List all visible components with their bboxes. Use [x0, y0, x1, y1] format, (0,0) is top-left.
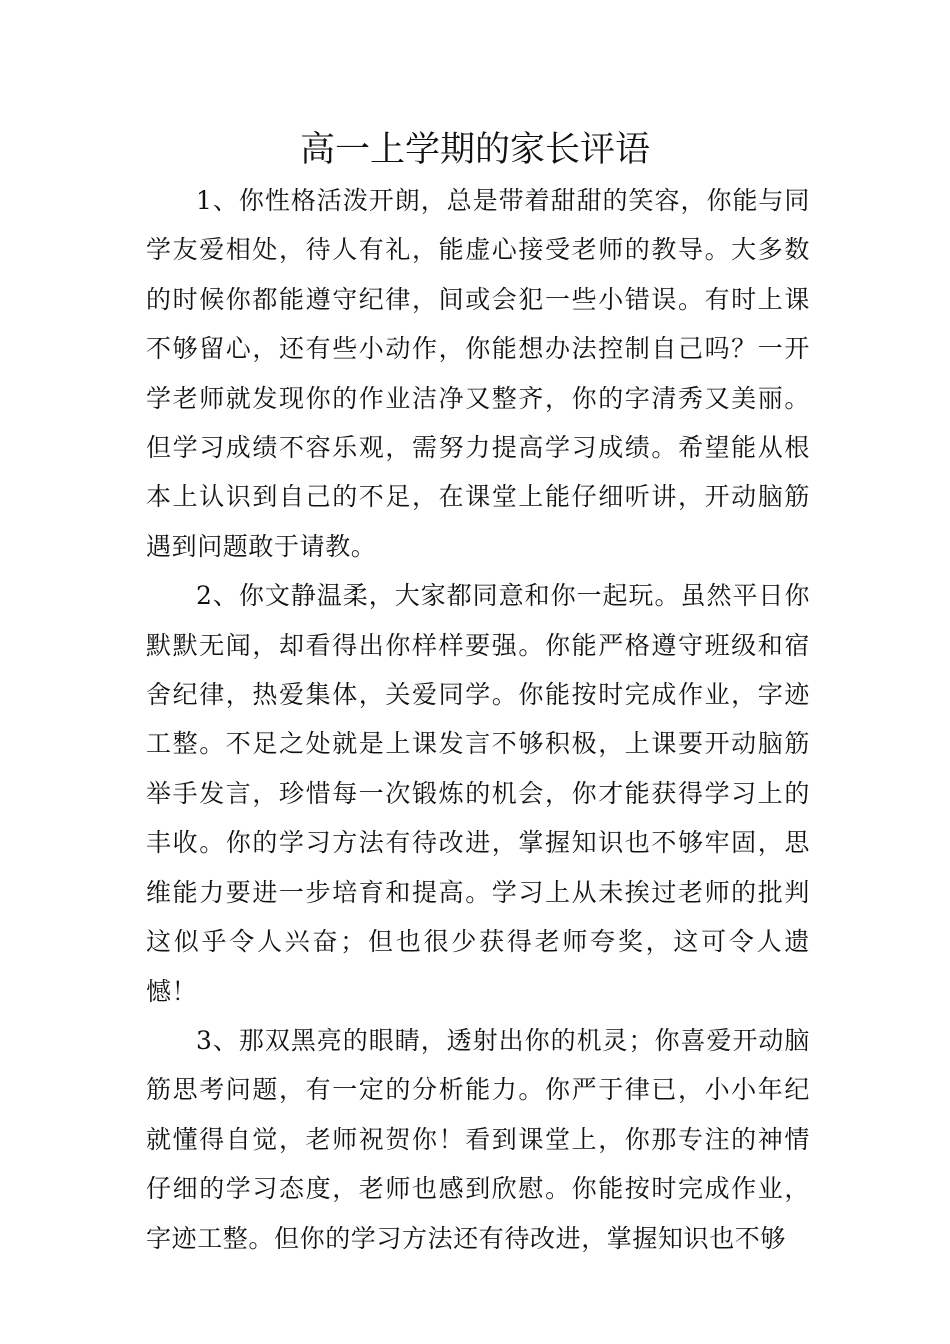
- document-body: [146, 176, 810, 1263]
- comment-paragraph-3: 3、那双黑亮的眼睛，透射出你的机灵；你喜爱开动脑筋思考问题，有一定的分析能力。你严于律已，小小年纪就懂得自觉，老师祝贺你！看到课堂上，你那专注的神情仔细的学习态度，老师也感到欣慰。你能按时完成作业，字迹工整。但你的学习方法还有待改进，掌握知识也不够: [146, 1025, 810, 1253]
- document-title: 高一上学期的家长评语: [299, 130, 650, 170]
- comment-paragraph-1: 1、你性格活泼开朗，总是带着甜甜的笑容，你能与同学友爱相处，待人有礼，能虚心接受老师的教导。大多数的时候你都能遵守纪律，间或会犯一些小错误。有时上课不够留心，还有些小动作，你能想办法控制自己吗？一开学老师就发现你的作业洁净又整齐，你的字清秀又美丽。但学习成绩不容乐观，需努力提高学习成绩。希望能从根本上认识到自己的不足，在课堂上能仔细听讲，开动脑筋遇到问题敢于请教。: [146, 186, 810, 561]
- comment-paragraph-2: 2、你文静温柔，大家都同意和你一起玩。虽然平日你默默无闻，却看得出你样样要强。你能严格遵守班级和宿舍纪律，热爱集体，关爱同学。你能按时完成作业，字迹工整。不足之处就是上课发言不够积极，上课要开动脑筋举手发言，珍惜每一次锻炼的机会，你才能获得学习上的丰收。你的学习方法有待改进，掌握知识也不够牢固，思维能力要进一步培育和提高。学习上从未挨过老师的批判这似乎令人兴奋；但也很少获得老师夸奖，这可令人遗憾！: [146, 581, 810, 1006]
